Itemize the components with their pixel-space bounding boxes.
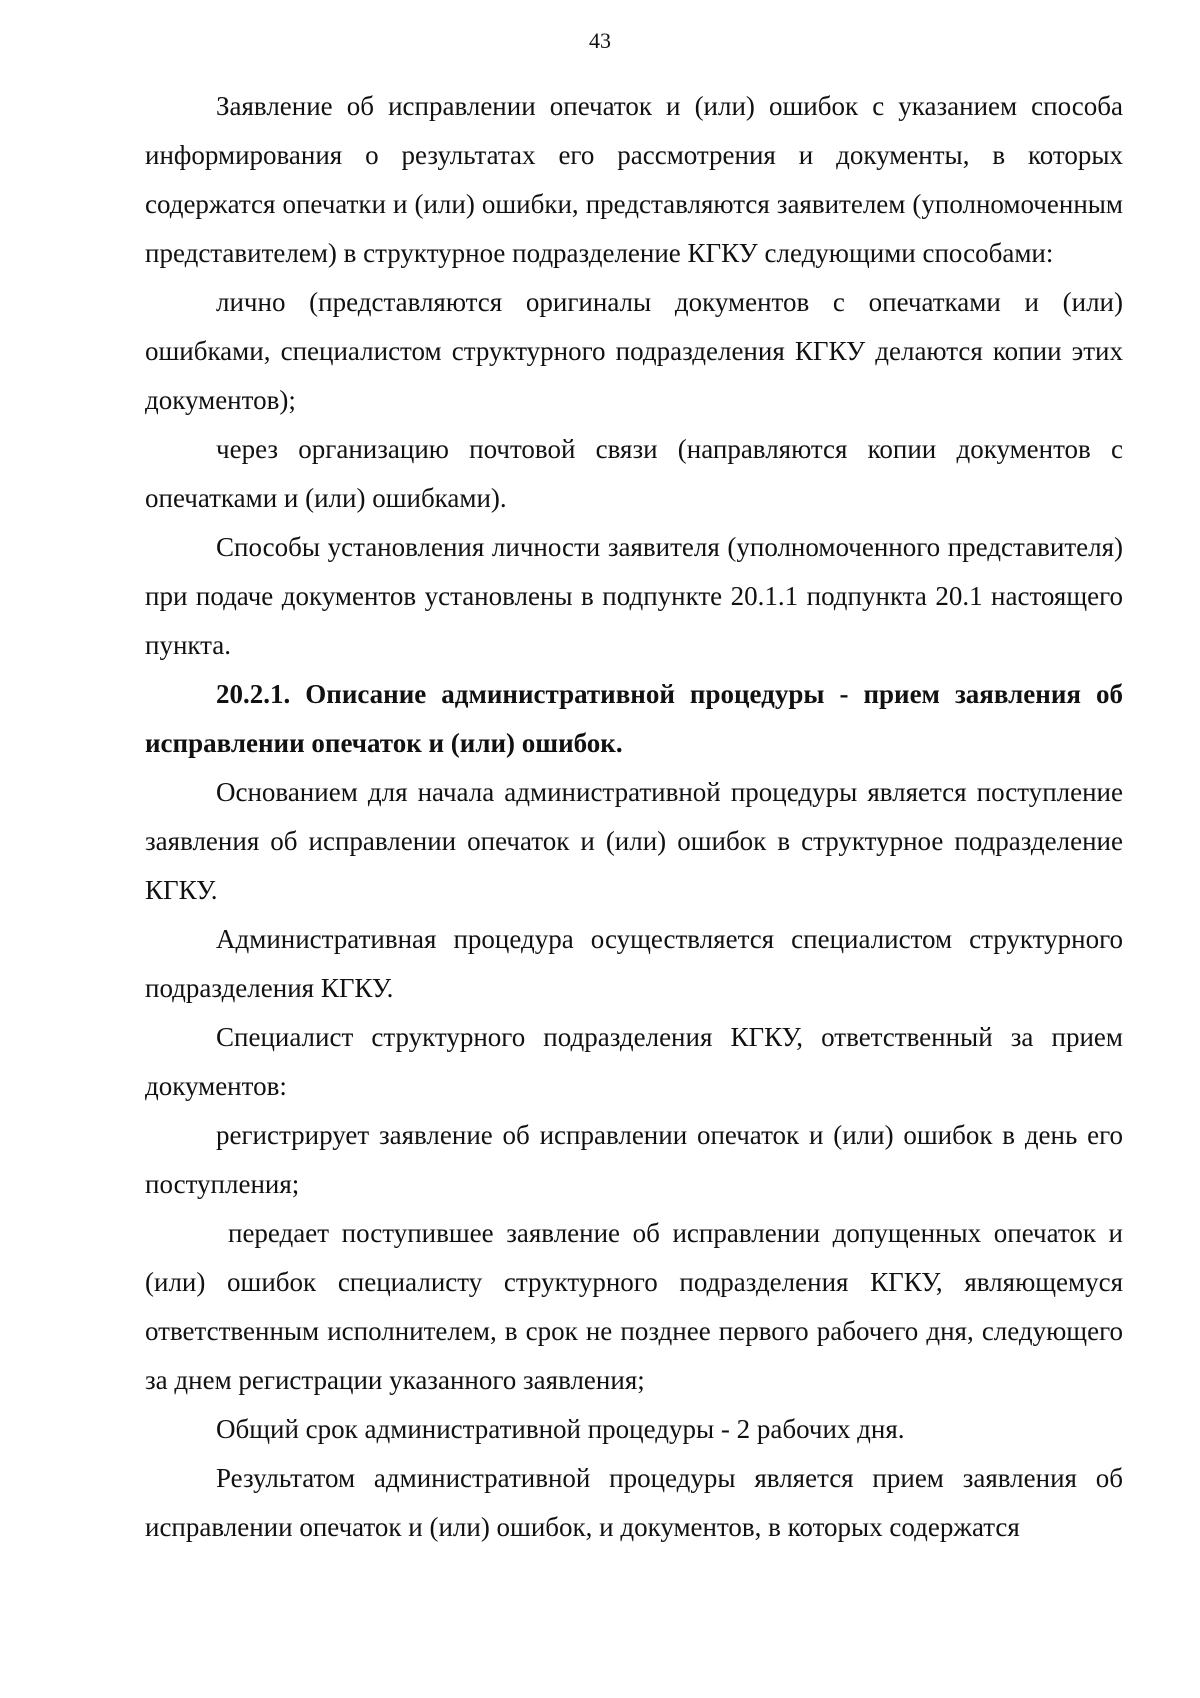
- paragraph-performed-by: Административная процедура осуществляется специалистом структурного подразделения КГКУ.: [145, 924, 1123, 1003]
- paragraph-by-post: через организацию почтовой связи (направляются копии документов с опечатками и (или) ошибками).: [145, 434, 1123, 513]
- paragraph-grounds: Основанием для начала административной процедуры является поступление заявления об исправлении опечаток и (или) ошибок в структурное подразделение КГКУ.: [145, 777, 1123, 905]
- paragraph-specialist-duties: Специалист структурного подразделения КГКУ, ответственный за прием документов:: [145, 1022, 1123, 1101]
- section-heading-20-2-1: 20.2.1. Описание административной процедуры - прием заявления об исправлении опечаток и (или) ошибок.: [145, 679, 1123, 758]
- paragraph-identity-methods: Способы установления личности заявителя (уполномоченного представителя) при подаче документов установлены в подпункте 20.1.1 подпункта 20.1 настоящего пункта.: [145, 532, 1123, 660]
- paragraph-application-submission: Заявление об исправлении опечаток и (или) ошибок с указанием способа информирования о результатах его рассмотрения и документы, в которых содержатся опечатки и (или) ошибки, представляются заявителем (уполномоченным представителем) в структурное подразделение КГКУ следующими способами:: [145, 91, 1123, 268]
- paragraph-total-term: Общий срок административной процедуры - 2 рабочих дня.: [216, 1414, 905, 1444]
- page-number: 43: [589, 28, 611, 53]
- paragraph-registers: регистрирует заявление об исправлении опечаток и (или) ошибок в день его поступления;: [145, 1120, 1123, 1199]
- document-body: [145, 82, 1123, 1552]
- paragraph-in-person: лично (представляются оригиналы документов с опечатками и (или) ошибками, специалистом структурного подразделения КГКУ делаются копии этих документов);: [145, 287, 1123, 415]
- paragraph-result: Результатом административной процедуры является прием заявления об исправлении опечаток и (или) ошибок, и документов, в которых содержатся: [145, 1463, 1123, 1542]
- paragraph-transfers: передает поступившее заявление об исправлении допущенных опечаток и (или) ошибок специалисту структурного подразделения КГКУ, являющемуся ответственным исполнителем, в срок не позднее первого рабочего дня, следующего за днем регистрации указанного заявления;: [145, 1218, 1123, 1395]
